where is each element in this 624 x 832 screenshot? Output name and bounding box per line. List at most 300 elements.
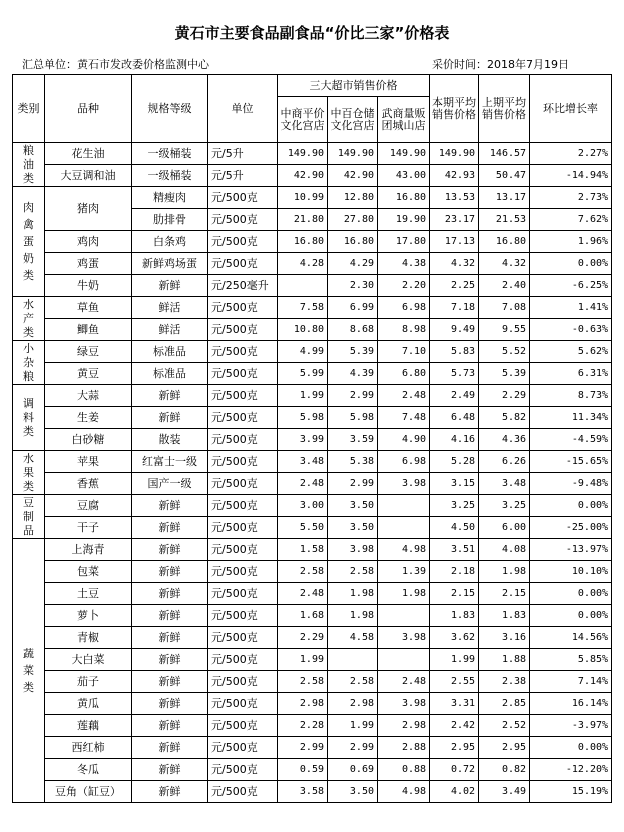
spec-cell: 红富士一级 — [132, 451, 208, 473]
last-avg-price: 3.49 — [479, 781, 530, 803]
change-rate: -6.25% — [530, 275, 612, 297]
last-avg-price: 16.80 — [479, 231, 530, 253]
spec-cell: 新鲜鸡场蛋 — [132, 253, 208, 275]
spec-cell: 一级桶装 — [132, 143, 208, 165]
unit-cell: 元/500克 — [208, 297, 278, 319]
store1-price: 5.50 — [278, 517, 328, 539]
store1-price: 16.80 — [278, 231, 328, 253]
store2-price: 3.59 — [328, 429, 378, 451]
last-avg-price: 7.08 — [479, 297, 530, 319]
unit-cell: 元/500克 — [208, 429, 278, 451]
table-row — [13, 649, 612, 671]
store2-price: 149.90 — [328, 143, 378, 165]
category-cell: 水 果 类 — [13, 451, 45, 495]
this-avg-price: 3.31 — [430, 693, 479, 715]
change-rate: -3.97% — [530, 715, 612, 737]
store2-price: 4.29 — [328, 253, 378, 275]
spec-cell: 新鲜 — [132, 583, 208, 605]
store1-price: 2.99 — [278, 737, 328, 759]
spec-cell: 鲜活 — [132, 297, 208, 319]
spec-cell: 新鲜 — [132, 539, 208, 561]
item-cell: 西红柿 — [45, 737, 132, 759]
unit-cell: 元/500克 — [208, 605, 278, 627]
header-store-1: 中商平价文化宫店 — [278, 97, 328, 143]
this-avg-price: 5.73 — [430, 363, 479, 385]
store3-price: 2.98 — [378, 715, 430, 737]
change-rate: 5.62% — [530, 341, 612, 363]
unit-cell: 元/500克 — [208, 495, 278, 517]
store2-price: 5.38 — [328, 451, 378, 473]
store1-price: 5.99 — [278, 363, 328, 385]
store3-price: 4.38 — [378, 253, 430, 275]
this-avg-price: 3.25 — [430, 495, 479, 517]
table-row — [13, 165, 612, 187]
store3-price: 43.00 — [378, 165, 430, 187]
store1-price: 1.99 — [278, 649, 328, 671]
store3-price: 6.80 — [378, 363, 430, 385]
last-avg-price: 1.83 — [479, 605, 530, 627]
spec-cell: 新鲜 — [132, 671, 208, 693]
header-store-2: 中百仓储文化宫店 — [328, 97, 378, 143]
category-cell: 肉 禽 蛋 奶 类 — [13, 187, 45, 297]
item-cell: 草鱼 — [45, 297, 132, 319]
store2-price: 5.39 — [328, 341, 378, 363]
spec-cell: 一级桶装 — [132, 165, 208, 187]
change-rate: 14.56% — [530, 627, 612, 649]
store1-price: 7.58 — [278, 297, 328, 319]
spec-cell: 精瘦肉 — [132, 187, 208, 209]
unit-cell: 元/500克 — [208, 671, 278, 693]
item-cell: 冬瓜 — [45, 759, 132, 781]
spec-cell: 新鲜 — [132, 407, 208, 429]
store2-price: 2.58 — [328, 671, 378, 693]
store1-price: 149.90 — [278, 143, 328, 165]
store1-price: 2.58 — [278, 671, 328, 693]
change-rate: 15.19% — [530, 781, 612, 803]
store3-price: 1.39 — [378, 561, 430, 583]
category-cell: 水 产 类 — [13, 297, 45, 341]
store1-price: 42.90 — [278, 165, 328, 187]
unit-cell: 元/500克 — [208, 517, 278, 539]
store1-price: 1.99 — [278, 385, 328, 407]
store3-price: 8.98 — [378, 319, 430, 341]
spec-cell: 新鲜 — [132, 275, 208, 297]
change-rate: 11.34% — [530, 407, 612, 429]
spec-cell: 新鲜 — [132, 649, 208, 671]
store3-price: 3.98 — [378, 473, 430, 495]
table-row — [13, 341, 612, 363]
unit-cell: 元/500克 — [208, 341, 278, 363]
table-row — [13, 231, 612, 253]
spec-cell: 新鲜 — [132, 495, 208, 517]
last-avg-price: 3.25 — [479, 495, 530, 517]
store1-price: 0.59 — [278, 759, 328, 781]
table-row — [13, 363, 612, 385]
store1-price: 1.68 — [278, 605, 328, 627]
last-avg-price: 5.39 — [479, 363, 530, 385]
unit-cell: 元/500克 — [208, 737, 278, 759]
table-row — [13, 759, 612, 781]
item-cell: 大豆调和油 — [45, 165, 132, 187]
store1-price: 10.80 — [278, 319, 328, 341]
unit-cell: 元/250毫升 — [208, 275, 278, 297]
store2-price: 2.99 — [328, 473, 378, 495]
last-avg-price: 3.48 — [479, 473, 530, 495]
store3-price: 6.98 — [378, 297, 430, 319]
table-row — [13, 275, 612, 297]
this-avg-price: 2.95 — [430, 737, 479, 759]
unit-cell: 元/500克 — [208, 693, 278, 715]
store3-price: 7.48 — [378, 407, 430, 429]
table-row — [13, 407, 612, 429]
header-spec: 规格等级 — [132, 75, 208, 143]
store3-price: 0.88 — [378, 759, 430, 781]
table-row — [13, 605, 612, 627]
unit-cell: 元/500克 — [208, 187, 278, 209]
change-rate: 10.10% — [530, 561, 612, 583]
last-avg-price: 2.40 — [479, 275, 530, 297]
table-row — [13, 737, 612, 759]
header-category: 类别 — [13, 75, 45, 143]
change-rate: 16.14% — [530, 693, 612, 715]
change-rate: -9.48% — [530, 473, 612, 495]
header-change: 环比增长率 — [530, 75, 612, 143]
this-avg-price: 1.99 — [430, 649, 479, 671]
last-avg-price: 21.53 — [479, 209, 530, 231]
last-avg-price: 2.52 — [479, 715, 530, 737]
item-cell: 包菜 — [45, 561, 132, 583]
price-table — [12, 74, 612, 803]
spec-cell: 标准品 — [132, 341, 208, 363]
last-avg-price: 6.00 — [479, 517, 530, 539]
change-rate: 7.62% — [530, 209, 612, 231]
store2-price: 6.99 — [328, 297, 378, 319]
last-avg-price: 3.16 — [479, 627, 530, 649]
store3-price: 2.48 — [378, 385, 430, 407]
this-avg-price: 4.50 — [430, 517, 479, 539]
unit-cell: 元/500克 — [208, 451, 278, 473]
last-avg-price: 1.88 — [479, 649, 530, 671]
store1-price: 1.58 — [278, 539, 328, 561]
item-cell: 大白菜 — [45, 649, 132, 671]
change-rate: 0.00% — [530, 495, 612, 517]
last-avg-price: 2.15 — [479, 583, 530, 605]
store3-price: 4.98 — [378, 781, 430, 803]
store2-price: 3.50 — [328, 517, 378, 539]
store2-price: 1.98 — [328, 605, 378, 627]
change-rate: 6.31% — [530, 363, 612, 385]
header-last-avg: 上期平均销售价格 — [479, 75, 530, 143]
this-avg-price: 1.83 — [430, 605, 479, 627]
this-avg-price: 2.18 — [430, 561, 479, 583]
store3-price — [378, 649, 430, 671]
item-cell: 绿豆 — [45, 341, 132, 363]
change-rate: 8.73% — [530, 385, 612, 407]
item-cell: 土豆 — [45, 583, 132, 605]
table-row — [13, 539, 612, 561]
unit-cell: 元/500克 — [208, 649, 278, 671]
table-row — [13, 451, 612, 473]
spec-cell: 新鲜 — [132, 693, 208, 715]
this-avg-price: 3.51 — [430, 539, 479, 561]
change-rate: -15.65% — [530, 451, 612, 473]
spec-cell: 肋排骨 — [132, 209, 208, 231]
store2-price: 8.68 — [328, 319, 378, 341]
this-avg-price: 4.16 — [430, 429, 479, 451]
item-cell: 豆角（缸豆） — [45, 781, 132, 803]
this-avg-price: 5.28 — [430, 451, 479, 473]
table-row — [13, 627, 612, 649]
store2-price: 12.80 — [328, 187, 378, 209]
header-item: 品种 — [45, 75, 132, 143]
table-row — [13, 715, 612, 737]
store3-price: 17.80 — [378, 231, 430, 253]
item-cell: 花生油 — [45, 143, 132, 165]
this-avg-price: 3.15 — [430, 473, 479, 495]
this-avg-price: 3.62 — [430, 627, 479, 649]
store1-price: 4.99 — [278, 341, 328, 363]
store2-price: 2.30 — [328, 275, 378, 297]
category-cell: 豆 制 品 — [13, 495, 45, 539]
category-cell: 小 杂 粮 — [13, 341, 45, 385]
last-avg-price: 2.38 — [479, 671, 530, 693]
store2-price: 1.99 — [328, 715, 378, 737]
store3-price — [378, 495, 430, 517]
item-cell: 大蒜 — [45, 385, 132, 407]
unit-cell: 元/500克 — [208, 407, 278, 429]
header-unit: 单位 — [208, 75, 278, 143]
unit-cell: 元/500克 — [208, 715, 278, 737]
spec-cell: 新鲜 — [132, 715, 208, 737]
store3-price: 149.90 — [378, 143, 430, 165]
this-avg-price: 23.17 — [430, 209, 479, 231]
header-three-stores: 三大超市销售价格 — [278, 75, 430, 97]
change-rate: -13.97% — [530, 539, 612, 561]
store2-price: 3.50 — [328, 781, 378, 803]
store2-price: 3.50 — [328, 495, 378, 517]
store2-price: 2.58 — [328, 561, 378, 583]
store2-price: 0.69 — [328, 759, 378, 781]
store2-price: 2.99 — [328, 737, 378, 759]
change-rate: 0.00% — [530, 253, 612, 275]
this-avg-price: 149.90 — [430, 143, 479, 165]
table-row — [13, 671, 612, 693]
store1-price: 2.98 — [278, 693, 328, 715]
store3-price — [378, 517, 430, 539]
table-row — [13, 781, 612, 803]
category-cell: 蔬 菜 类 — [13, 539, 45, 803]
item-cell: 鸡蛋 — [45, 253, 132, 275]
store1-price: 3.58 — [278, 781, 328, 803]
last-avg-price: 50.47 — [479, 165, 530, 187]
table-row — [13, 693, 612, 715]
last-avg-price: 0.82 — [479, 759, 530, 781]
item-cell: 苹果 — [45, 451, 132, 473]
store3-price: 4.98 — [378, 539, 430, 561]
spec-cell: 新鲜 — [132, 759, 208, 781]
change-rate: 1.96% — [530, 231, 612, 253]
change-rate: 0.00% — [530, 605, 612, 627]
this-avg-price: 13.53 — [430, 187, 479, 209]
last-avg-price: 2.29 — [479, 385, 530, 407]
spec-cell: 新鲜 — [132, 517, 208, 539]
collection-date-label: 采价时间：2018年7月19日 — [432, 58, 569, 71]
item-cell: 黄豆 — [45, 363, 132, 385]
store3-price: 3.98 — [378, 693, 430, 715]
unit-cell: 元/500克 — [208, 627, 278, 649]
item-cell: 猪肉 — [45, 187, 132, 231]
category-cell: 调 料 类 — [13, 385, 45, 451]
unit-cell: 元/5升 — [208, 165, 278, 187]
table-row — [13, 517, 612, 539]
item-cell: 上海青 — [45, 539, 132, 561]
table-row — [13, 319, 612, 341]
unit-cell: 元/500克 — [208, 319, 278, 341]
unit-cell: 元/500克 — [208, 759, 278, 781]
store1-price: 3.00 — [278, 495, 328, 517]
spec-cell: 新鲜 — [132, 561, 208, 583]
change-rate: 2.73% — [530, 187, 612, 209]
change-rate: 0.00% — [530, 583, 612, 605]
category-cell: 粮 油 类 — [13, 143, 45, 187]
store2-price: 2.99 — [328, 385, 378, 407]
last-avg-price: 2.85 — [479, 693, 530, 715]
store2-price: 1.98 — [328, 583, 378, 605]
unit-cell: 元/500克 — [208, 781, 278, 803]
summary-unit-label: 汇总单位：黄石市发改委价格监测中心 — [22, 58, 209, 71]
store3-price: 2.20 — [378, 275, 430, 297]
store3-price: 7.10 — [378, 341, 430, 363]
unit-cell: 元/500克 — [208, 253, 278, 275]
this-avg-price: 5.83 — [430, 341, 479, 363]
last-avg-price: 6.26 — [479, 451, 530, 473]
change-rate: -0.63% — [530, 319, 612, 341]
unit-cell: 元/500克 — [208, 363, 278, 385]
item-cell: 萝卜 — [45, 605, 132, 627]
this-avg-price: 4.02 — [430, 781, 479, 803]
item-cell: 鲫鱼 — [45, 319, 132, 341]
last-avg-price: 146.57 — [479, 143, 530, 165]
store3-price: 2.88 — [378, 737, 430, 759]
change-rate: 1.41% — [530, 297, 612, 319]
spec-cell: 标准品 — [132, 363, 208, 385]
this-avg-price: 2.49 — [430, 385, 479, 407]
store2-price: 27.80 — [328, 209, 378, 231]
table-row — [13, 187, 612, 209]
item-cell: 生姜 — [45, 407, 132, 429]
spec-cell: 国产一级 — [132, 473, 208, 495]
last-avg-price: 4.08 — [479, 539, 530, 561]
change-rate: -14.94% — [530, 165, 612, 187]
last-avg-price: 2.95 — [479, 737, 530, 759]
table-row — [13, 143, 612, 165]
change-rate: 2.27% — [530, 143, 612, 165]
store1-price: 3.99 — [278, 429, 328, 451]
unit-cell: 元/5升 — [208, 143, 278, 165]
store1-price: 5.98 — [278, 407, 328, 429]
unit-cell: 元/500克 — [208, 231, 278, 253]
unit-cell: 元/500克 — [208, 385, 278, 407]
this-avg-price: 0.72 — [430, 759, 479, 781]
spec-cell: 新鲜 — [132, 627, 208, 649]
item-cell: 香蕉 — [45, 473, 132, 495]
store2-price: 2.98 — [328, 693, 378, 715]
page-title: 黄石市主要食品副食品“价比三家”价格表 — [174, 24, 450, 42]
item-cell: 白砂糖 — [45, 429, 132, 451]
this-avg-price: 2.25 — [430, 275, 479, 297]
store1-price: 4.28 — [278, 253, 328, 275]
last-avg-price: 9.55 — [479, 319, 530, 341]
unit-cell: 元/500克 — [208, 561, 278, 583]
store1-price: 2.58 — [278, 561, 328, 583]
spec-cell: 新鲜 — [132, 385, 208, 407]
change-rate: 5.85% — [530, 649, 612, 671]
store3-price: 2.48 — [378, 671, 430, 693]
item-cell: 鸡肉 — [45, 231, 132, 253]
this-avg-price: 2.42 — [430, 715, 479, 737]
store3-price: 19.90 — [378, 209, 430, 231]
store1-price: 21.80 — [278, 209, 328, 231]
store1-price: 2.48 — [278, 583, 328, 605]
store3-price: 16.80 — [378, 187, 430, 209]
item-cell: 干子 — [45, 517, 132, 539]
item-cell: 牛奶 — [45, 275, 132, 297]
change-rate: -4.59% — [530, 429, 612, 451]
store3-price — [378, 605, 430, 627]
last-avg-price: 5.82 — [479, 407, 530, 429]
store2-price: 5.98 — [328, 407, 378, 429]
store2-price — [328, 649, 378, 671]
store1-price: 10.99 — [278, 187, 328, 209]
unit-cell: 元/500克 — [208, 209, 278, 231]
spec-cell: 散装 — [132, 429, 208, 451]
this-avg-price: 42.93 — [430, 165, 479, 187]
change-rate: 7.14% — [530, 671, 612, 693]
store1-price: 2.29 — [278, 627, 328, 649]
table-row — [13, 495, 612, 517]
this-avg-price: 6.48 — [430, 407, 479, 429]
store2-price: 4.58 — [328, 627, 378, 649]
change-rate: 0.00% — [530, 737, 612, 759]
spec-cell: 白条鸡 — [132, 231, 208, 253]
spec-cell: 新鲜 — [132, 605, 208, 627]
this-avg-price: 9.49 — [430, 319, 479, 341]
change-rate: -12.20% — [530, 759, 612, 781]
store3-price: 1.98 — [378, 583, 430, 605]
table-body — [13, 143, 612, 803]
spec-cell: 新鲜 — [132, 737, 208, 759]
store1-price — [278, 275, 328, 297]
this-avg-price: 17.13 — [430, 231, 479, 253]
last-avg-price: 4.32 — [479, 253, 530, 275]
table-row — [13, 297, 612, 319]
store1-price: 2.48 — [278, 473, 328, 495]
store2-price: 16.80 — [328, 231, 378, 253]
table-row — [13, 583, 612, 605]
change-rate: -25.00% — [530, 517, 612, 539]
this-avg-price: 2.15 — [430, 583, 479, 605]
item-cell: 茄子 — [45, 671, 132, 693]
store2-price: 3.98 — [328, 539, 378, 561]
unit-cell: 元/500克 — [208, 473, 278, 495]
table-row — [13, 429, 612, 451]
last-avg-price: 4.36 — [479, 429, 530, 451]
table-row — [13, 473, 612, 495]
item-cell: 青椒 — [45, 627, 132, 649]
last-avg-price: 13.17 — [479, 187, 530, 209]
spec-cell: 鲜活 — [132, 319, 208, 341]
store3-price: 4.90 — [378, 429, 430, 451]
